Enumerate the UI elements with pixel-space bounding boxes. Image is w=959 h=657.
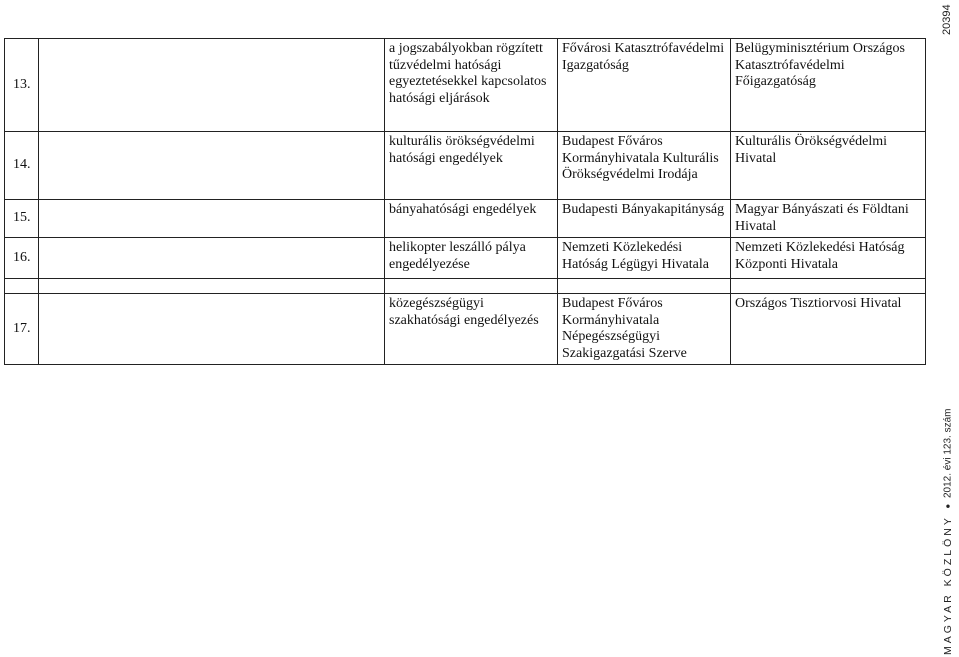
page-number: 20394	[941, 4, 953, 36]
journal-name: MAGYAR KÖZLÖNY	[942, 515, 954, 655]
first-instance-cell: Budapesti Bányakapitányság	[558, 200, 731, 238]
procedure-cell: helikopter leszálló pálya engedélyezése	[385, 238, 558, 279]
table-row	[5, 238, 926, 279]
procedure-cell: bányahatósági engedélyek	[385, 200, 558, 238]
first-instance-cell: Budapest Főváros Kormányhivatala Népegészségügyi Szakigazgatási Szerve	[558, 294, 731, 365]
journal-issue: 2012. évi 123. szám	[942, 408, 954, 499]
table-row	[5, 294, 926, 365]
journal-running-title	[938, 408, 958, 655]
row-number: 14.	[5, 132, 39, 200]
row-number: 13.	[5, 39, 39, 132]
first-instance-cell: Nemzeti Közlekedési Hatóság Légügyi Hivatala	[558, 238, 731, 279]
second-instance-cell: Magyar Bányászati és Földtani Hivatal	[731, 200, 926, 238]
table-row	[5, 39, 926, 132]
row-number: 16.	[5, 238, 39, 279]
procedure-cell: kulturális örökségvédelmi hatósági engedélyek	[385, 132, 558, 200]
authority-table	[4, 38, 926, 365]
empty-cell	[39, 294, 385, 365]
first-instance-cell: Budapest Főváros Kormányhivatala Kulturális Örökségvédelmi Irodája	[558, 132, 731, 200]
second-instance-cell: Országos Tisztiorvosi Hivatal	[731, 294, 926, 365]
second-instance-cell: Kulturális Örökségvédelmi Hivatal	[731, 132, 926, 200]
empty-cell	[39, 39, 385, 132]
row-number: 15.	[5, 200, 39, 238]
empty-cell	[39, 132, 385, 200]
procedure-cell: közegészségügyi szakhatósági engedélyezés	[385, 294, 558, 365]
second-instance-cell: Belügyminisztérium Országos Katasztrófavédelmi Főigazgatóság	[731, 39, 926, 132]
second-instance-cell: Nemzeti Közlekedési Hatóság Központi Hivatala	[731, 238, 926, 279]
table-row	[5, 132, 926, 200]
first-instance-cell: Fővárosi Katasztrófavédelmi Igazgatóság	[558, 39, 731, 132]
table-row	[5, 200, 926, 238]
procedure-cell: a jogszabályokban rögzített tűzvédelmi hatósági egyeztetésekkel kapcsolatos hatósági eljárások	[385, 39, 558, 132]
row-number: 17.	[5, 294, 39, 365]
empty-cell	[39, 200, 385, 238]
separator-bullet-icon: ●	[943, 502, 953, 512]
row-gap	[5, 279, 926, 294]
empty-cell	[39, 238, 385, 279]
